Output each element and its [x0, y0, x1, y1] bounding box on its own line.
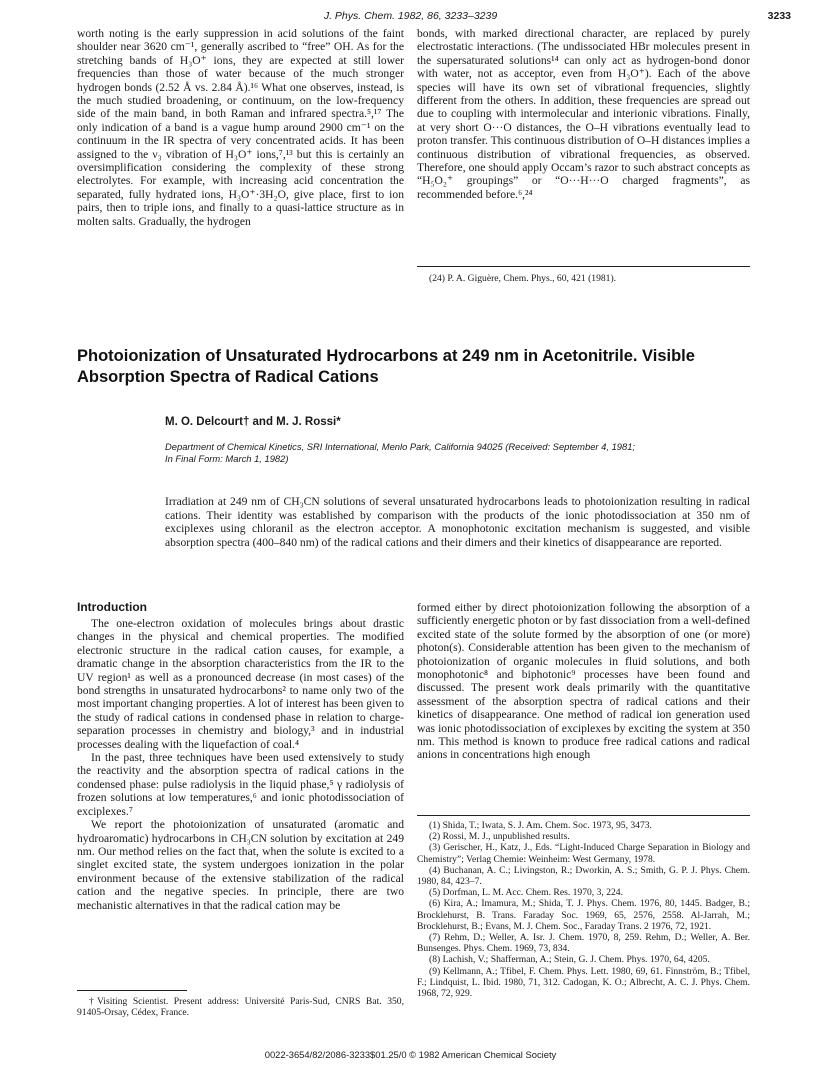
- reference-item: (7) Rehm, D.; Weller, A. Isr. J. Chem. 1970, 8, 259. Rehm, D.; Weller, A. Ber. Bunsenges. Phys. Chem. 1969, 73, 834.: [417, 932, 750, 955]
- running-head: J. Phys. Chem. 1982, 86, 3233–3239: [323, 10, 498, 22]
- top-right-column: [417, 27, 750, 201]
- author-footnote: [77, 996, 404, 1018]
- footnote-divider: [417, 266, 750, 267]
- abstract: Irradiation at 249 nm of CH₃CN solutions of several unsaturated hydrocarbons leads to photoionization resulting in radical cations. Their identity was established by comparison with the products of the ionic photodissociation at 350 nm of exciplexes using chloranil as the electron acceptor. A monophotonic excitation mechanism is suggested, and visible absorption spectra (400–840 nm) of the radical cations and their dimers and their kinetics of disappearance are reported.: [165, 495, 750, 549]
- affiliation: [165, 441, 725, 465]
- intro-paragraph-2: In the past, three techniques have been used extensively to study the reactivity and the absorption spectra of radical cations in the condensed phase: pulse radiolysis in the liquid phase,⁵ γ radiolysis of frozen solutions at low temperatures,⁶ and ionic photodissociation of exciplexes.⁷: [77, 751, 404, 818]
- intro-paragraph-continued: formed either by direct photoionization following the absorption of a sufficiently energetic photon or by fast dissociation from a well-defined excited state of the solute formed by the absorption of one (or more) photon(s). Considerable attention has been given to the mechanism of photoionization of organic molecules in fluid solutions, and both monophotonic⁸ and biphotonic⁹ processes have been found and discussed. The present work deals primarily with the quantitative assessment of the absorption spectra of radical cations and their kinetics of disappearance. One method of radical ion generation used was ionic photodissociation of exciplexes by exciting the system at 350 nm. This method is known to produce free radical cations and radical anions in concentrations high enough: [417, 601, 750, 762]
- author-footnote-divider: [77, 990, 187, 991]
- authors: M. O. Delcourt† and M. J. Rossi*: [165, 416, 341, 428]
- page-number: 3233: [767, 10, 791, 22]
- paragraph: bonds, with marked directional character, are replaced by purely electrostatic interactions. (The undissociated HBr molecules present in the supersaturated solutions¹⁴ can only act as hydrogen-bond donor with water, not as acceptor, even from H₃O⁺). Each of the above species will have its own set of vibrational frequencies, slightly different from the others. In addition, these frequencies are spread out due to coupling with intermolecular and interionic vibrations. Finally, at very short O···O distances, the O–H vibrations eventually lead to proton transfer. This continuous distribution of O–H distances implies a continuous distribution of vibrational frequencies, as observed. Therefore, one should apply Occam’s razor to such abstract concepts as “H₅O₂⁺ groupings” or “O···H···O charged fragments”, as recommended before.⁶,²⁴: [417, 27, 750, 201]
- intro-right-column: [417, 601, 750, 762]
- intro-left-column: [77, 617, 404, 912]
- affiliation-line-2: In Final Form: March 1, 1982): [165, 453, 289, 464]
- copyright-line: 0022-3654/82/2086-3233$01.25/0 © 1982 American Chemical Society: [264, 1049, 557, 1060]
- section-heading-introduction: Introduction: [77, 600, 147, 614]
- article-title: Photoionization of Unsaturated Hydrocarbons at 249 nm in Acetonitrile. Visible Absorption Spectra of Radical Cations: [77, 347, 695, 386]
- references-list: [417, 820, 750, 999]
- reference-item: (5) Dorfman, L. M. Acc. Chem. Res. 1970, 3, 224.: [429, 887, 623, 899]
- references-divider: [417, 815, 750, 816]
- intro-paragraph-3: We report the photoionization of unsaturated (aromatic and hydroaromatic) hydrocarbons in CH₃CN solution by excitation at 249 nm. Our method relies on the fact that, when the solute is excited to a singlet excited state, the system undergoes ionization in the polar environment because of the extensive stabilization of the radical cation and the negative species. In principle, there are two mechanistic alternatives in that the radical cation may be: [77, 818, 404, 912]
- reference-item: (1) Shida, T.; Iwata, S. J. Am. Chem. Soc. 1973, 95, 3473.: [429, 820, 652, 831]
- reference-item: (4) Buchanan, A. C.; Livingston, R.; Dworkin, A. S.; Smith, G. P. J. Phys. Chem. 1980, 84, 423–7.: [417, 864, 750, 888]
- top-left-column: [77, 27, 404, 228]
- paragraph: worth noting is the early suppression in acid solutions of the faint shoulder near 3620 cm⁻¹, generally ascribed to “free” OH. As for the stretching bands of H₃O⁺ ions, they are expected at still lower frequencies than those of water because of the much stronger hydrogen bonds (2.52 Å vs. 2.84 Å).¹⁶ What one observes, instead, is the much studied broadening, or continuum, on the low-frequency side of the main band, in both Raman and infrared spectra.⁵,¹⁷ The only indication of a band is a vague hump around 2900 cm⁻¹ on the continuum in the IR spectra of very concentrated acids. It has been assigned to the ν₃ vibration of H₃O⁺ ions,⁷,¹³ but this is certainly an oversimplification considering the complexity of these strong electrolytes. For example, with increasing acid concentration the separated, fully hydrated ions, H₃O⁺·3H₂O, give place, first to ion pairs, then to triple ions, and finally to a quasi-lattice structure as in molten salts. Gradually, the hydrogen: [77, 27, 404, 228]
- footnote-text: (24) P. A. Giguère, Chem. Phys., 60, 421 (1981).: [429, 273, 617, 284]
- reference-item: (8) Lachish, V.; Shafferman, A.; Stein, G. J. Chem. Phys. 1970, 64, 4205.: [429, 954, 710, 966]
- reference-item: (3) Gerischer, H., Katz, J., Eds. “Light-Induced Charge Separation in Biology and Chemistry”; Verlag Chemie: Weinheim: West Germany, 1978.: [417, 842, 750, 865]
- reference-item: (2) Rossi, M. J., unpublished results.: [429, 831, 570, 843]
- intro-paragraph-1: The one-electron oxidation of molecules brings about drastic changes in the physical and chemical properties. The modified electronic structure in the radical cation causes, for example, a dramatic change in the absorption characteristics from the IR to the UV region¹ as well as a pronounced decrease (in most cases) of the bond strengths in unsaturated hydrocarbons² to name only two of the most important changing properties. A lot of interest has been given to the study of radical cations in condensed phase in relation to charge-separation processes in chemistry and biology,³ and in industrial processes dealing with the liquefaction of coal.⁴: [77, 617, 404, 751]
- footnote-24: [429, 273, 750, 284]
- author-footnote-text: †Visiting Scientist. Present address: Université Paris-Sud, CNRS Bat. 350, 91405-Orsay, Cédex, France.: [77, 996, 404, 1019]
- affiliation-line-1: Department of Chemical Kinetics, SRI International, Menlo Park, California 94025 (Received: September 4, 1981;: [165, 441, 636, 452]
- reference-item: (9) Kellmann, A.; Tfibel, F. Chem. Phys. Lett. 1980, 69, 61. Finnström, B.; Tfibel, F.; Lindquist, L. Ibid. 1980, 71, 312. Cadogan, K. O.; Albrecht, A. C. J. Phys. Chem. 1968, 72, 929.: [417, 965, 750, 1000]
- reference-item: (6) Kira, A.; Imamura, M.; Shida, T. J. Phys. Chem. 1976, 80, 1445. Badger, B.; Brocklehurst, B. Trans. Faraday Soc. 1969, 65, 2576, 2558. Al-Jarrah, M.; Brocklehurst, B.; Evans, M. J. Chem. Soc., Faraday Trans. 2 1976, 72, 1921.: [417, 898, 750, 932]
